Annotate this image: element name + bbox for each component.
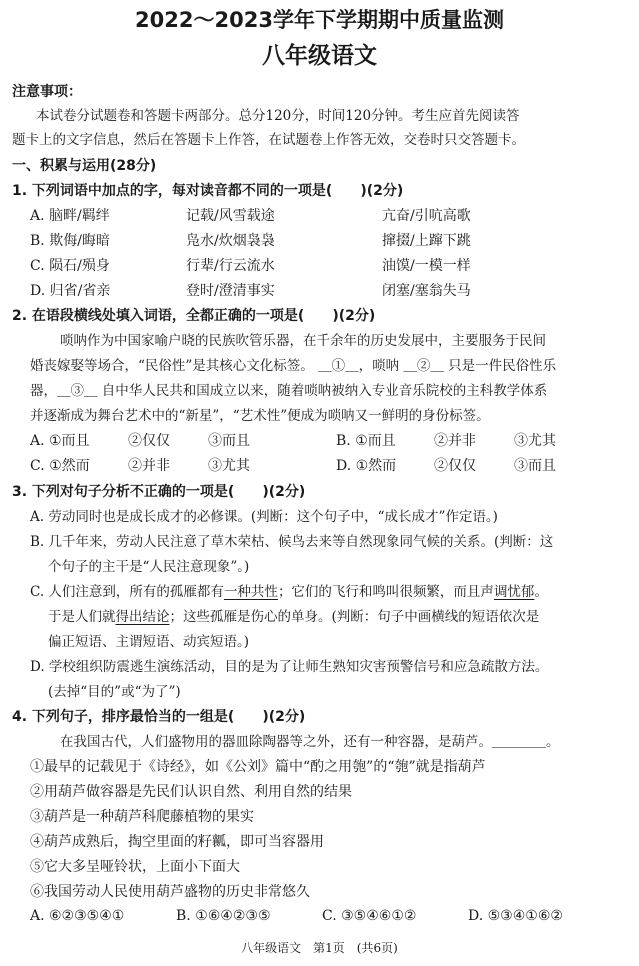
q3-c1-underline-2: 调忧郁	[493, 584, 535, 600]
q2-opt-d-1: D. ①然而	[336, 458, 397, 474]
q2-stem: 2. 在语段横线处填入词语，全都正确的一项是( )(2分)	[12, 308, 376, 324]
q1-row-d-c2: 登时/澄清事实	[186, 283, 275, 299]
q1-row-c-c2: 行辈/行云流水	[186, 258, 275, 274]
q1-row-b-c1: B. 欺侮/晦暗	[30, 233, 110, 249]
q1-row-b-c3: 撺掇/上蹿下跳	[382, 233, 471, 249]
q3-c1-end: 。	[534, 584, 548, 600]
q2-passage-2: 婚丧嫁娶等场合，“民俗性”是其核心文化标签。 ＿①＿，唢呐 ＿②＿ 只是一件民俗性乐	[30, 358, 557, 374]
q3-option-b-line2: 个句子的主干是“人民注意现象”。)	[48, 559, 250, 575]
section-1-heading: 一、积累与运用(28分)	[12, 158, 157, 174]
q3-option-d-line2: (去掉“目的”或“为了”)	[48, 684, 181, 700]
q2-opt-c-2: ②并非	[128, 458, 170, 474]
q1-row-a-c2: 记载/风雪载途	[186, 208, 275, 224]
q3-c1-underline-1: 一种共性	[223, 584, 278, 600]
q4-option-a: A. ⑥②③⑤④①	[30, 908, 125, 924]
q2-opt-b-2: ②并非	[434, 433, 476, 449]
q1-row-d-c3: 闭塞/塞翁失马	[382, 283, 471, 299]
q4-item-5: ⑤它大多呈哑铃状，上面小下面大	[30, 859, 240, 875]
q2-opt-b-1: B. ①而且	[336, 433, 396, 449]
q1-row-d-c1: D. 归省/省亲	[30, 283, 111, 299]
q3-c1-pre: C. 人们注意到，所有的孤雁都有	[30, 584, 224, 600]
q1-row-a-c1: A. 脑畔/羁绊	[30, 208, 110, 224]
q3-stem: 3. 下列对句子分析不正确的一项是( )(2分)	[12, 484, 306, 500]
q4-option-c: C. ③⑤④⑥①②	[322, 908, 417, 924]
q2-opt-b-3: ③尤其	[514, 433, 556, 449]
q3-option-d-line1: D. 学校组织防震逃生演练活动，目的是为了让师生熟知灾害预警信号和应急疏散方法。	[30, 659, 549, 675]
q4-option-b: B. ①⑥④②③⑤	[176, 908, 271, 924]
q2-opt-d-3: ③而且	[514, 458, 556, 474]
q1-row-c-c3: 油馍/一模一样	[382, 258, 471, 274]
q3-c2-underline: 得出结论	[115, 609, 170, 625]
q3-option-c-line3: 偏正短语、主谓短语、动宾短语。)	[48, 634, 250, 650]
q3-option-c-line1	[30, 582, 548, 602]
q2-opt-a-3: ③而且	[208, 433, 250, 449]
exam-title: 2022～2023学年下学期期中质量监测	[135, 8, 504, 32]
notice-heading: 注意事项：	[12, 84, 82, 100]
q3-option-a: A. 劳动同时也是成长成才的必修课。(判断：这个句子中，“成长成才”作定语。)	[30, 509, 498, 525]
q2-opt-c-1: C. ①然而	[30, 458, 90, 474]
q4-item-4: ④葫芦成熟后，掏空里面的籽瓤，即可当容器用	[30, 834, 324, 850]
q1-row-c-c1: C. 陨石/殒身	[30, 258, 110, 274]
q4-option-d: D. ⑤③④①⑥②	[468, 908, 563, 924]
q4-stem: 4. 下列句子，排序最恰当的一组是( )(2分)	[12, 709, 306, 725]
q2-opt-d-2: ②仅仅	[434, 458, 476, 474]
notice-line-2: 题卡上的文字信息，然后在答题卡上作答，在试题卷上作答无效，交卷时只交答题卡。	[12, 132, 525, 148]
q1-row-a-c3: 亢奋/引吭高歌	[382, 208, 471, 224]
q2-passage-1: 唢呐作为中国家喻户晓的民族吹管乐器，在千余年的历史发展中，主要服务于民间	[60, 333, 546, 349]
q3-c2-end: ；这些孤雁是伤心的单身。(判断：句子中画横线的短语依次是	[169, 609, 540, 625]
page-footer: 八年级语文 第1页 (共6页)	[241, 941, 398, 955]
q1-stem: 1. 下列词语中加点的字，每对读音都不同的一项是( )(2分)	[12, 183, 404, 199]
q2-passage-3: 器，＿③＿ 自中华人民共和国成立以来，随着唢呐被纳入专业音乐院校的主科教学体系	[30, 383, 548, 399]
notice-line-1: 本试卷分试题卷和答题卡两部分。总分120分，时间120分钟。考生应首先阅读答	[36, 108, 520, 124]
q2-opt-a-1: A. ①而且	[30, 433, 90, 449]
q4-item-2: ②用葫芦做容器是先民们认识自然、利用自然的结果	[30, 784, 352, 800]
q4-intro: 在我国古代，人们盛物用的器皿除陶器等之外，还有一种容器，是葫芦。＿＿＿＿。	[60, 734, 560, 750]
q3-c2-pre: 于是人们就	[48, 609, 116, 625]
q3-option-c-line2	[48, 607, 539, 627]
q1-row-b-c2: 凫水/炊烟袅袅	[186, 233, 275, 249]
q4-item-1: ①最早的记载见于《诗经》，如《公刘》篇中“酌之用匏”的“匏”就是指葫芦	[30, 759, 486, 775]
q2-passage-4: 并逐渐成为舞台艺术中的“新星”，“艺术性”便成为唢呐又一鲜明的身份标签。	[30, 408, 490, 424]
exam-subtitle: 八年级语文	[262, 43, 377, 69]
q4-item-3: ③葫芦是一种葫芦科爬藤植物的果实	[30, 809, 254, 825]
q4-item-6: ⑥我国劳动人民使用葫芦盛物的历史非常悠久	[30, 884, 310, 900]
q3-c1-mid: ；它们的飞行和鸣叫很频繁，而且声	[277, 584, 494, 600]
q2-opt-a-2: ②仅仅	[128, 433, 170, 449]
q2-opt-c-3: ③尤其	[208, 458, 250, 474]
q3-option-b-line1: B. 几千年来，劳动人民注意了草木荣枯、候鸟去来等自然现象同气候的关系。(判断：这	[30, 534, 554, 550]
